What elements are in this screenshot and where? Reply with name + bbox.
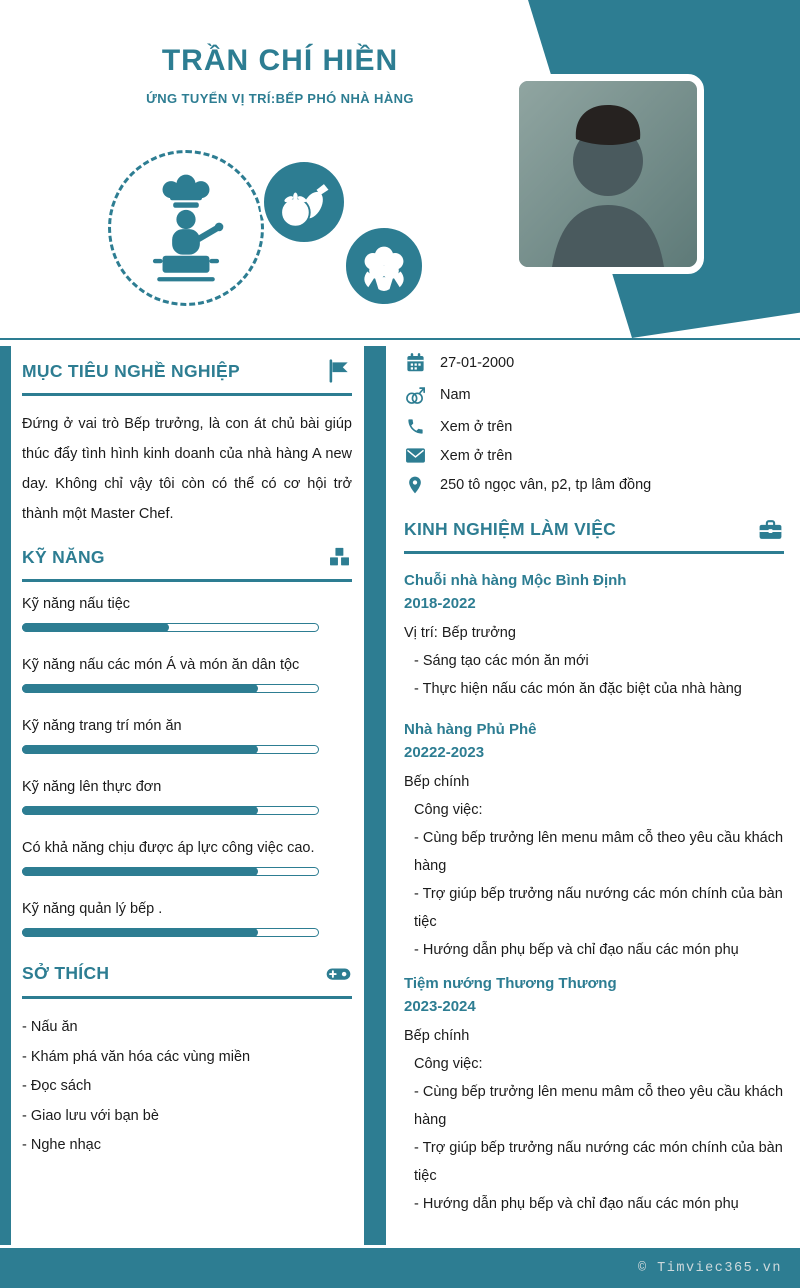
entry-company: Tiệm nướng Thương Thương [404,975,617,992]
skill-bar-fill [22,623,170,632]
cauliflower-circle [342,224,426,308]
skill-bar [22,623,319,632]
entry-body [404,619,784,703]
vegetables-icon [260,158,348,246]
experience-header [404,517,784,554]
skill-bar [22,806,319,815]
flag-icon [326,358,352,384]
experience-entry [404,718,784,964]
skill-bar [22,867,319,876]
profile-photo [512,74,704,274]
hobby-item: - Giao lưu với bạn bè [22,1107,159,1124]
info-row [404,384,784,406]
experience-entry [404,972,784,1218]
objective-header [22,358,352,396]
location-icon [404,475,426,495]
gender: Nam [440,387,471,403]
info-row [404,447,784,464]
column-accent-bar [364,346,386,1245]
skills-title: KỸ NĂNG [22,547,105,567]
hobby-list [22,1013,352,1161]
skill-bar-fill [22,806,258,815]
objective-title: MỤC TIÊU NGHỀ NGHIỆP [22,360,240,381]
objective-text: Đứng ở vai trò Bếp trưởng, là con át chủ bài giúp thúc đẩy tình hình kinh doanh của nhà hàng A new day. Không chỉ vậy tôi còn có thể có cơ hội trở thành một Master Chef. [22,416,352,522]
phone-value: Xem ở trên [440,418,513,435]
entry-period: 2018-2022 [404,595,476,612]
section-objective [22,358,352,529]
section-experience [404,517,784,1218]
birthdate: 27-01-2000 [440,354,515,371]
skill-bar [22,928,319,937]
left-column [22,358,352,1161]
entry-period: 2023-2024 [404,998,476,1015]
cubes-icon [327,545,352,570]
skill-bar-fill [22,745,258,754]
chef-illustration [108,150,264,306]
hobbies-title: SỞ THÍCH [22,963,110,983]
gender-icon [404,384,426,406]
candidate-name: TRẦN CHÍ HIỀN [161,44,399,77]
entry-company: Chuỗi nhà hàng Mộc Bình Định [404,572,627,589]
skill-item [22,899,352,937]
skill-item [22,594,352,632]
info-row [404,352,784,373]
skills-list [22,594,352,937]
hobby-item: - Đọc sách [22,1078,92,1094]
section-skills [22,545,352,937]
entry-subheading: Công việc: [414,1056,483,1072]
entry-duty: - Hướng dẫn phụ bếp và chỉ đạo nấu các món phụ [414,1196,739,1212]
email-value: Xem ở trên [440,447,513,464]
photo-placeholder [519,81,697,267]
entry-body [404,768,784,964]
entry-body [404,1022,784,1218]
skill-bar [22,745,319,754]
experience-entry [404,569,784,703]
experience-title: KINH NGHIỆM LÀM VIỆC [404,519,617,539]
briefcase-icon [757,517,784,542]
cauliflower-icon [347,229,421,303]
entry-role: Bếp chính [404,774,470,790]
entry-duty: - Hướng dẫn phụ bếp và chỉ đạo nấu các món phụ [414,942,739,958]
entry-subheading: Công việc: [414,802,483,818]
skill-bar [22,684,319,693]
chef-icon [122,164,250,292]
entry-duty: - Trợ giúp bếp trưởng nấu nướng các món chính của bàn tiệc [414,1140,783,1184]
skill-label: Kỹ năng nấu tiệc [22,596,131,612]
skill-label: Kỹ năng quản lý bếp . [22,901,163,917]
skill-item [22,838,352,876]
header-divider [0,338,800,340]
info-row [404,475,784,495]
watermark: © Timviec365.vn [637,1260,782,1276]
hobbies-header [22,960,352,999]
entry-duty: - Thực hiện nấu các món ăn đặc biệt của nhà hàng [414,681,742,697]
section-hobbies [22,960,352,1161]
hobby-item: - Nghe nhạc [22,1137,101,1153]
skill-bar-fill [22,867,258,876]
footer-bar [0,1248,800,1288]
gamepad-icon [325,960,352,987]
skill-item [22,716,352,754]
entry-period: 20222-2023 [404,744,485,761]
skill-item [22,655,352,693]
entry-company: Nhà hàng Phủ Phê [404,721,537,738]
right-column [404,352,784,1218]
phone-icon [404,417,426,436]
left-accent-bar [0,346,11,1245]
hobby-item: - Nấu ăn [22,1019,78,1035]
tomato-eggplant-icon [264,162,344,242]
entry-duty: - Cùng bếp trưởng lên menu mâm cỗ theo yêu cầu khách hàng [414,1084,784,1128]
skill-label: Kỹ năng trang trí món ăn [22,718,182,734]
entry-role: Bếp chính [404,1028,470,1044]
personal-info [404,352,784,495]
skill-bar-fill [22,928,258,937]
entry-duty: - Cùng bếp trưởng lên menu mâm cỗ theo yêu cầu khách hàng [414,830,784,874]
skills-header [22,545,352,582]
calendar-icon [404,352,426,373]
skill-label: Kỹ năng nấu các món Á và món ăn dân tộc [22,657,300,673]
info-row [404,417,784,436]
skill-label: Có khả năng chịu được áp lực công việc cao. [22,840,315,856]
entry-duty: - Trợ giúp bếp trưởng nấu nướng các món chính của bàn tiệc [414,886,783,930]
entry-duty: - Sáng tạo các món ăn mới [414,653,589,669]
hobby-item: - Khám phá văn hóa các vùng miền [22,1048,251,1065]
applied-position: ỨNG TUYỂN VỊ TRÍ:BẾP PHÓ NHÀ HÀNG [146,91,414,106]
email-icon [404,447,426,464]
skill-item [22,777,352,815]
skill-bar-fill [22,684,258,693]
skill-label: Kỹ năng lên thực đơn [22,779,162,795]
header [58,44,502,106]
address: 250 tô ngọc vân, p2, tp lâm đồng [440,477,652,493]
entry-role: Vị trí: Bếp trưởng [404,625,516,641]
